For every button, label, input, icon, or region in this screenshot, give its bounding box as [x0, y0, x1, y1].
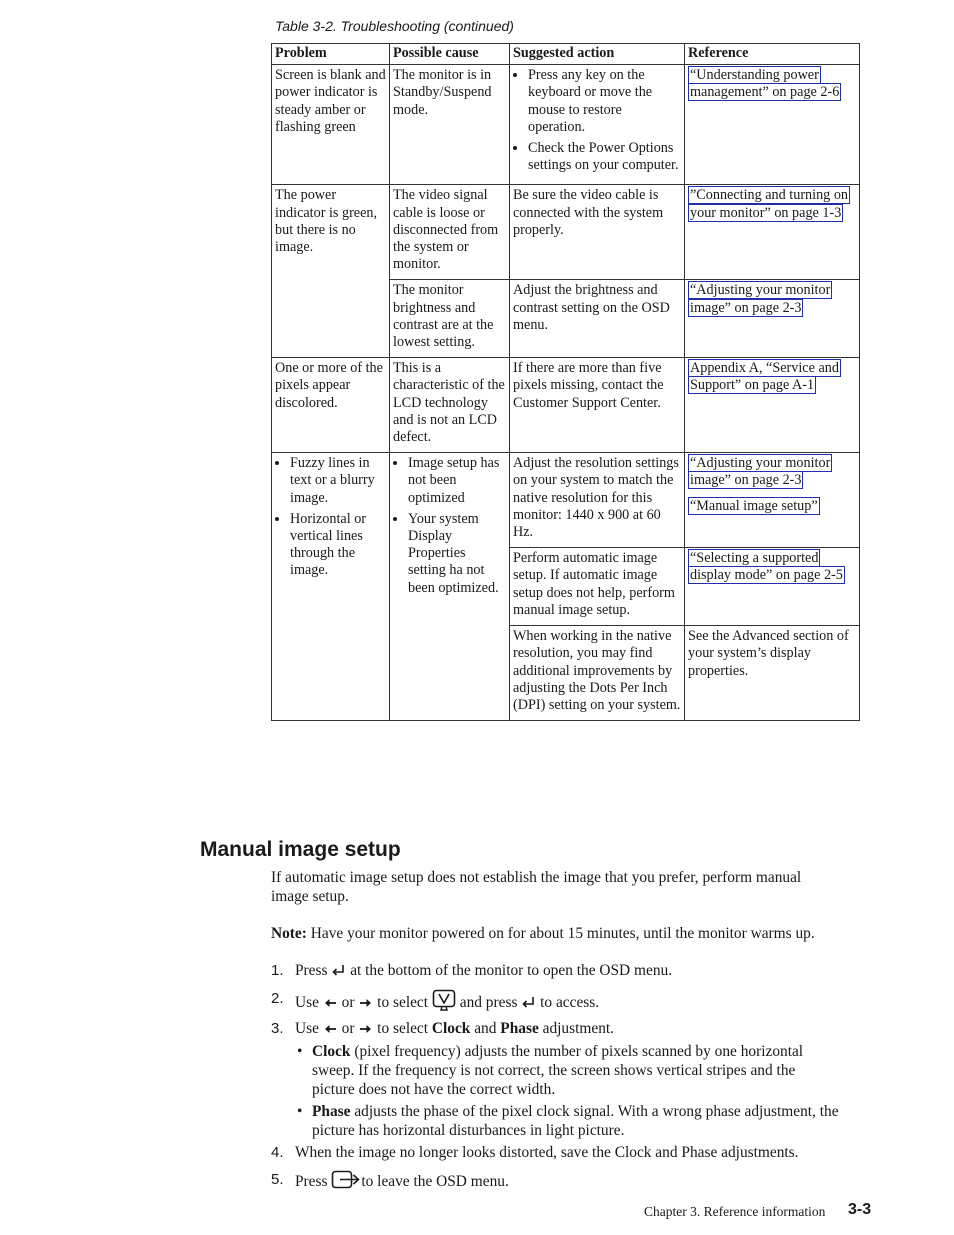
- reference-link[interactable]: “Understanding power management” on page 2-6: [690, 67, 840, 101]
- page-number: 3-3: [848, 1201, 872, 1218]
- step-text: at the bottom of the monitor to open the OSD menu.: [346, 962, 673, 979]
- action-cell: Adjust the brightness and contrast setting on the OSD menu.: [510, 280, 685, 358]
- table-row: [272, 65, 860, 185]
- reference-link[interactable]: Appendix A, “Service and Support” on page A-1: [690, 360, 839, 394]
- reference-link[interactable]: “Manual image setup”: [690, 497, 818, 514]
- step-text: adjustment.: [538, 1020, 615, 1037]
- reference-cell: [685, 548, 860, 626]
- step-number: 4.: [271, 1144, 284, 1161]
- step-text: to access.: [536, 994, 600, 1011]
- enter-icon: [331, 963, 346, 982]
- reference-cell: [685, 280, 860, 358]
- problem-cell: Screen is blank and power indicator is steady amber or flashing green: [272, 65, 390, 185]
- step-text: to select: [373, 1020, 432, 1037]
- action-cell: When working in the native resolution, you may find additional improvements by adjusting the Dots Per Inch (DPI) setting on your system.: [510, 626, 685, 721]
- step-text: Clock: [431, 1020, 471, 1037]
- column-header-action: Suggested action: [510, 44, 685, 65]
- step-text: Use: [295, 994, 323, 1011]
- term-label: Clock: [312, 1043, 351, 1060]
- footer-chapter: Chapter 3. Reference information: [644, 1204, 826, 1219]
- step-text: When the image no longer looks distorted, save the Clock and Phase adjustments.: [295, 1144, 799, 1161]
- action-cell: [510, 65, 685, 185]
- step-text: or: [337, 994, 359, 1011]
- exit-icon: [331, 1170, 361, 1195]
- right-arrow-icon: [358, 995, 373, 1014]
- problem-cell: One or more of the pixels appear discolored.: [272, 358, 390, 453]
- step-number: 1.: [271, 962, 284, 979]
- reference-cell: [685, 358, 860, 453]
- cause-cell: The video signal cable is loose or disconnected from the system or monitor.: [390, 185, 510, 280]
- step-item: [271, 1143, 841, 1162]
- step-text: Press: [295, 1173, 332, 1190]
- table-row: [272, 185, 860, 280]
- reference-cell: [685, 453, 860, 548]
- step-sublist: [295, 1042, 841, 1140]
- cause-item: • Your system Display Properties setting ha not been optimized.: [408, 511, 506, 597]
- cause-cell: The monitor is in Standby/Suspend mode.: [390, 65, 510, 185]
- action-cell: If there are more than five pixels missing, contact the Customer Support Center.: [510, 358, 685, 453]
- step-text: or: [337, 1020, 359, 1037]
- section-body: [271, 868, 841, 1198]
- reference-link[interactable]: “Adjusting your monitor image” on page 2-3: [690, 455, 831, 489]
- problem-cell: [272, 453, 390, 721]
- step-number: 2.: [271, 990, 284, 1007]
- problem-item: • Fuzzy lines in text or a blurry image.: [290, 455, 386, 507]
- problem-item: • Horizontal or vertical lines through the image.: [290, 511, 386, 580]
- column-header-problem: Problem: [272, 44, 390, 65]
- enter-icon: [521, 995, 536, 1014]
- note-label: Note:: [271, 925, 307, 942]
- reference-link[interactable]: “Adjusting your monitor image” on page 2-3: [690, 282, 831, 316]
- cause-item: • Image setup has not been optimized: [408, 455, 506, 507]
- list-item: [295, 1042, 841, 1099]
- left-arrow-icon: [323, 995, 338, 1014]
- reference-cell: [685, 185, 860, 280]
- action-item: • Check the Power Options settings on your computer.: [528, 140, 681, 174]
- step-item: [271, 989, 841, 1016]
- step-item: [271, 1019, 841, 1140]
- step-item: [271, 961, 841, 982]
- troubleshooting-table: [271, 43, 860, 721]
- action-item: • Press any key on the keyboard or move the mouse to restore operation.: [528, 67, 681, 136]
- cause-cell: The monitor brightness and contrast are at the lowest setting.: [390, 280, 510, 358]
- term-text: adjusts the phase of the pixel clock signal. With a wrong phase adjustment, the picture has horizontal disturbances in light picture.: [312, 1103, 839, 1139]
- reference-link[interactable]: “Selecting a supported display mode” on page 2-5: [690, 550, 843, 584]
- step-number: 5.: [271, 1171, 284, 1188]
- term-label: Phase: [312, 1103, 351, 1120]
- table-caption: Table 3-2. Troubleshooting (continued): [275, 18, 514, 34]
- note-text: Have your monitor powered on for about 15 minutes, until the monitor warms up.: [306, 925, 815, 942]
- step-text: and press: [455, 994, 522, 1011]
- cause-cell: This is a characteristic of the LCD technology and is not an LCD defect.: [390, 358, 510, 453]
- action-cell: Perform automatic image setup. If automatic image setup does not help, perform manual image setup.: [510, 548, 685, 626]
- step-text: Phase: [500, 1020, 539, 1037]
- step-text: to select: [373, 994, 432, 1011]
- table-row: [272, 453, 860, 548]
- left-arrow-icon: [323, 1021, 338, 1040]
- column-header-cause: Possible cause: [390, 44, 510, 65]
- step-text: Use: [295, 1020, 323, 1037]
- step-text: to leave the OSD menu.: [361, 1173, 509, 1190]
- step-item: [271, 1170, 841, 1195]
- cause-cell: [390, 453, 510, 721]
- column-header-reference: Reference: [685, 44, 860, 65]
- section-title: Manual image setup: [200, 838, 401, 861]
- steps-list: [271, 961, 841, 1195]
- term-text: (pixel frequency) adjusts the number of pixels scanned by one horizontal sweep. If the frequency is not correct, the screen shows vertical stripes and the picture does not have the correct width.: [312, 1043, 804, 1098]
- action-cell: Be sure the video cable is connected with the system properly.: [510, 185, 685, 280]
- action-cell: Adjust the resolution settings on your system to match the native resolution for this monitor: 1440 x 900 at 60 Hz.: [510, 453, 685, 548]
- table-header-row: [272, 44, 860, 65]
- image-setup-icon: [432, 989, 456, 1016]
- intro-paragraph: If automatic image setup does not establish the image that you prefer, perform manual image setup.: [271, 869, 802, 905]
- note-paragraph: [271, 924, 841, 943]
- step-text: and: [470, 1020, 501, 1037]
- step-text: Press: [295, 962, 332, 979]
- reference-cell: See the Advanced section of your system’s display properties.: [685, 626, 860, 721]
- reference-link[interactable]: ”Connecting and turning on your monitor” on page 1-3: [690, 187, 849, 221]
- reference-cell: [685, 65, 860, 185]
- problem-cell: The power indicator is green, but there is no image.: [272, 185, 390, 358]
- list-item: [295, 1102, 841, 1140]
- step-number: 3.: [271, 1020, 284, 1037]
- right-arrow-icon: [358, 1021, 373, 1040]
- table-row: [272, 358, 860, 453]
